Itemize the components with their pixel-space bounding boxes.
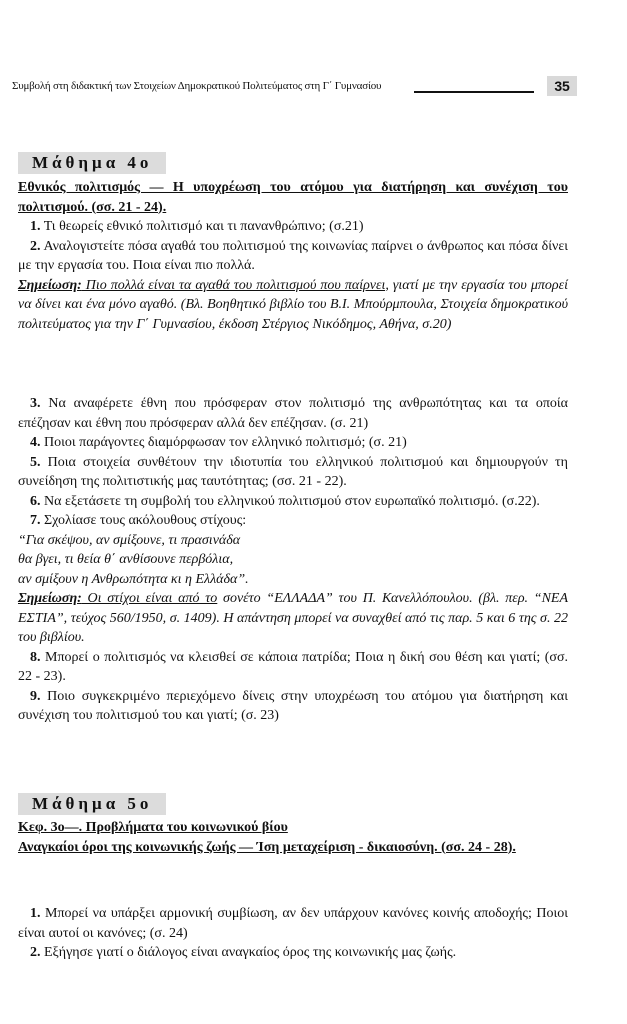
question-5-2: 2. Εξήγησε γιατί ο διάλογος είναι αναγκαίος όρος της κοινωνικής μας ζωής.: [30, 945, 457, 960]
verse-line-1: “Για σκέψου, αν σμίξουνε, τι πρασινάδα: [18, 532, 241, 548]
question-4-8: 8. Μπορεί ο πολιτισμός να κλεισθεί σε κάποια πατρίδα; Ποια η δική σου θέση και γιατί; (σσ. 22 - 23).: [18, 649, 568, 684]
lesson-4-section: [18, 178, 568, 334]
verse-line-2: θα βγει, τι θεία θ΄ ανθίσουνε περβόλια,: [18, 552, 234, 567]
question-4-4: 4. Ποιοι παράγοντες διαμόρφωσαν τον ελληνικό πολιτισμό; (σ. 21): [30, 435, 407, 450]
running-title: Συμβολή στη διδακτική των Στοιχείων Δημοκρατικού Πολιτεύματος στη Γ΄ Γυμνασίου: [12, 80, 382, 92]
header-rule: [414, 91, 534, 93]
question-4-3: 3. Να αναφέρετε έθνη που πρόσφεραν στον πολιτισμό της ανθρωπότητας και τα οποία επέζησαν και έθνη που πρόσφεραν αλλά δεν επέζησαν. (σ. 21): [18, 396, 568, 431]
question-4-5: 5. Ποια στοιχεία συνθέτουν την ιδιοτυπία του ελληνικού πολιτισμού και δημιουργούν τη συνείδηση της πολιτιστικής μας ταυτότητας; (σσ. 21 - 22).: [18, 454, 568, 489]
verse-line-3: αν σμίξουν η Ανθρωπότητα κι η Ελλάδα”.: [18, 571, 249, 587]
question-4-1: 1. Τι θεωρείς εθνικό πολιτισμό και τι πανανθρώπινο; (σ.21): [30, 219, 364, 234]
lesson-4-label: Μάθημα 4ο: [18, 152, 166, 174]
lesson-4-title: Εθνικός πολιτισμός — Η υποχρέωση του ατόμου για διατήρηση και συνέχιση του πολιτισμού. (σσ. 21 - 24).: [18, 180, 568, 215]
lesson-5-title: Αναγκαίοι όροι της κοινωνικής ζωής — Ίση μεταχείριση - δικαιοσύνη. (σσ. 24 - 28).: [18, 839, 516, 855]
question-5-1: 1. Μπορεί να υπάρξει αρμονική συμβίωση, αν δεν υπάρχουν κανόνες κοινής αποδοχής; Ποιοι είναι αυτοί οι κανόνες; (σ. 24): [18, 906, 568, 941]
note-4-1: Σημείωση: Πιο πολλά είναι τα αγαθά του πολιτισμού που παίρνει, γιατί με την εργασία του μπορεί να δίνει και ένα μόνο αγαθό. (Βλ. Βοηθητικό βιβλίο του Β.Ι. Μπούρμπουλα, Στοιχεία δημοκρατικού πολιτεύματος για την Γ΄ Γυμνασίου, έκδοση Στέργιος Νικόδημος, Αθήνα, σ.20): [18, 277, 568, 332]
lesson-5-chapter: Κεφ. 3ο—. Προβλήματα του κοινωνικού βίου: [18, 820, 288, 835]
lesson-5-questions: [18, 904, 568, 963]
lesson-4-questions: [18, 394, 568, 726]
question-4-7: 7. Σχολίασε τους ακόλουθους στίχους:: [30, 513, 247, 528]
page-number: 35: [547, 76, 577, 96]
question-4-9: 9. Ποιο συγκεκριμένο περιεχόμενο δίνεις στην υποχρέωση του ατόμου για διατήρηση και συνέχιση του πολιτισμού του και γιατί; (σ. 23): [18, 688, 568, 723]
question-4-2: 2. Αναλογιστείτε πόσα αγαθά του πολιτισμού της κοινωνίας παίρνει ο άνθρωπος και πόσα δίνει με την εργασία του. Ποια είναι πιο πολλά.: [18, 238, 568, 273]
running-header: [12, 76, 572, 98]
note-4-2: Σημείωση: Οι στίχοι είναι από το σονέτο “ΕΛΛΑΔΑ” του Π. Κανελλόπουλου. (βλ. περ. “ΝΕΑ ΕΣΤΙΑ”, τεύχος 560/1950, σ. 1409). Η απάντηση μπορεί να συναχθεί από τις παρ. 5 και 6 της σ. 22 του βιβλίου.: [18, 591, 569, 645]
lesson-5-heading: [18, 818, 568, 857]
lesson-5-label: Μάθημα 5ο: [18, 793, 166, 815]
question-4-6: 6. Να εξετάσετε τη συμβολή του ελληνικού πολιτισμού στον ευρωπαϊκό πολιτισμό. (σ.22).: [30, 493, 540, 509]
